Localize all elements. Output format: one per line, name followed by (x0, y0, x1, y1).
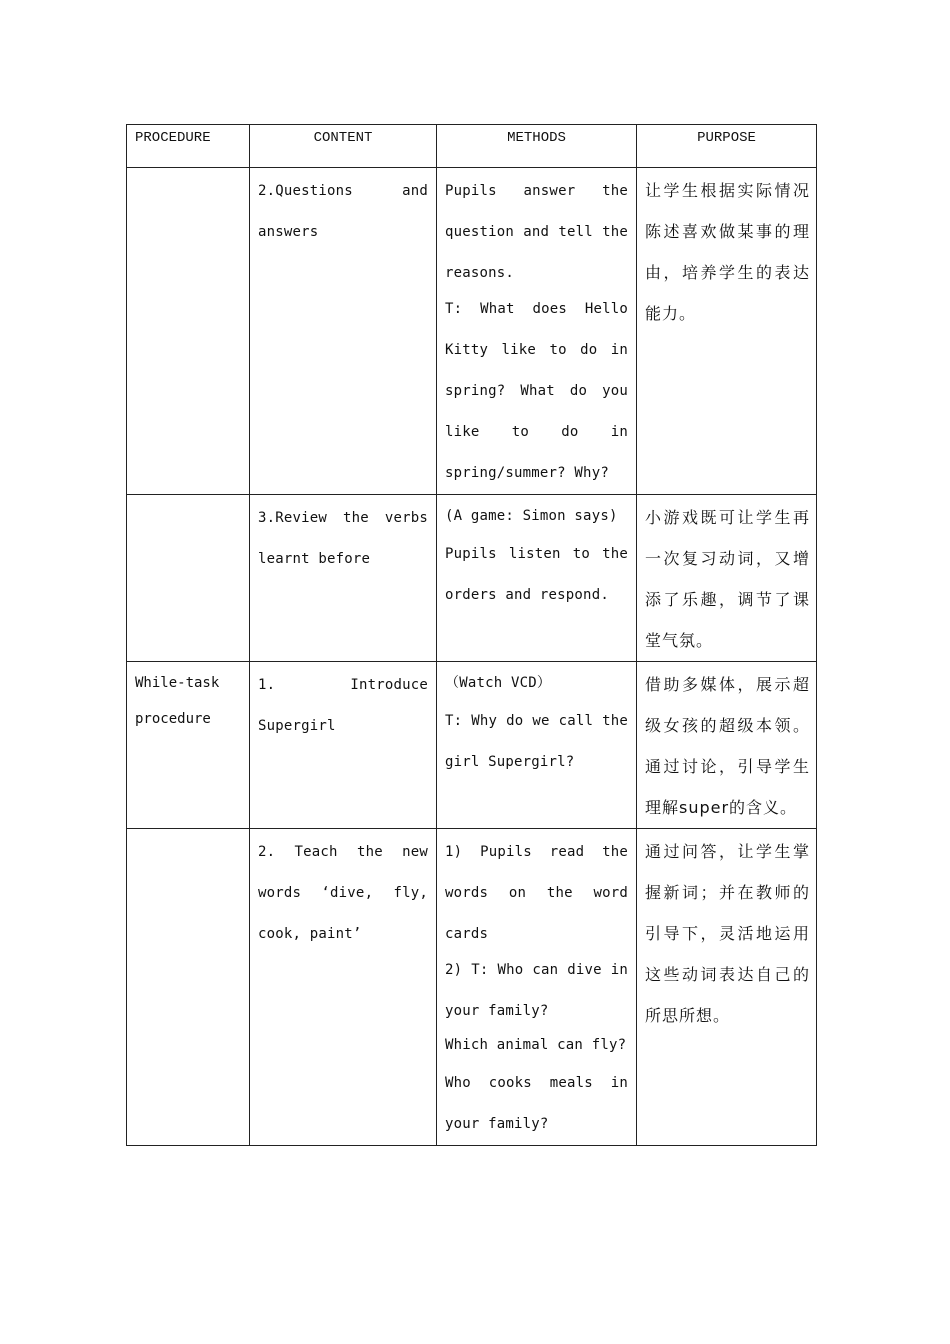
procedure-cell (127, 829, 250, 1146)
methods-line: T: What does Hello Kitty like to do in spring? What do you like to do in spring/summer? Why? (445, 301, 628, 481)
purpose-text: 小游戏既可让学生再一次复习动词，又增添了乐趣，调节了课堂气氛。 (645, 508, 810, 650)
lesson-plan-table (126, 124, 817, 1146)
content-text: 3.Review the verbs learnt before (258, 510, 428, 567)
purpose-cell (637, 662, 817, 829)
methods-line: (A game: Simon says) (445, 508, 618, 524)
table-header-row (127, 125, 817, 168)
purpose-text: 让学生根据实际情况陈述喜欢做某事的理由，培养学生的表达能力。 (645, 181, 810, 323)
table-row (127, 829, 817, 1146)
methods-line: Who cooks meals in your family? (445, 1075, 628, 1132)
methods-line: （Watch VCD） (445, 675, 552, 691)
header-purpose: PURPOSE (637, 125, 817, 168)
methods-line: 1) Pupils read the words on the word cards (445, 844, 628, 942)
methods-line: 2) T: Who can dive in your family? (445, 962, 628, 1019)
content-cell (250, 829, 437, 1146)
purpose-cell (637, 829, 817, 1146)
table-row (127, 168, 817, 495)
header-methods: METHODS (437, 125, 637, 168)
purpose-cell (637, 168, 817, 495)
methods-cell (437, 168, 637, 495)
procedure-cell (127, 168, 250, 495)
content-cell (250, 168, 437, 495)
content-cell (250, 662, 437, 829)
methods-line: Which animal can fly? (445, 1037, 627, 1053)
methods-cell (437, 829, 637, 1146)
header-procedure: PROCEDURE (127, 125, 250, 168)
table-row (127, 495, 817, 662)
table-row (127, 662, 817, 829)
methods-cell (437, 495, 637, 662)
content-text: 2.Questions and answers (258, 183, 428, 240)
methods-line: Pupils answer the question and tell the reasons. (445, 183, 628, 281)
purpose-text: 借助多媒体，展示超级女孩的超级本领。通过讨论，引导学生理解super的含义。 (645, 675, 810, 817)
content-text: 2. Teach the new words ‘dive, fly, cook, paint’ (258, 844, 428, 942)
content-text: 1. Introduce Supergirl (258, 677, 428, 734)
methods-line: Pupils listen to the orders and respond. (445, 546, 628, 603)
header-content: CONTENT (250, 125, 437, 168)
purpose-cell (637, 495, 817, 662)
procedure-cell: While-task procedure (127, 662, 250, 829)
methods-cell (437, 662, 637, 829)
content-cell (250, 495, 437, 662)
methods-line: T: Why do we call the girl Supergirl? (445, 713, 628, 770)
purpose-text: 通过问答，让学生掌握新词；并在教师的引导下，灵活地运用这些动词表达自己的所思所想。 (645, 842, 810, 1025)
procedure-cell (127, 495, 250, 662)
